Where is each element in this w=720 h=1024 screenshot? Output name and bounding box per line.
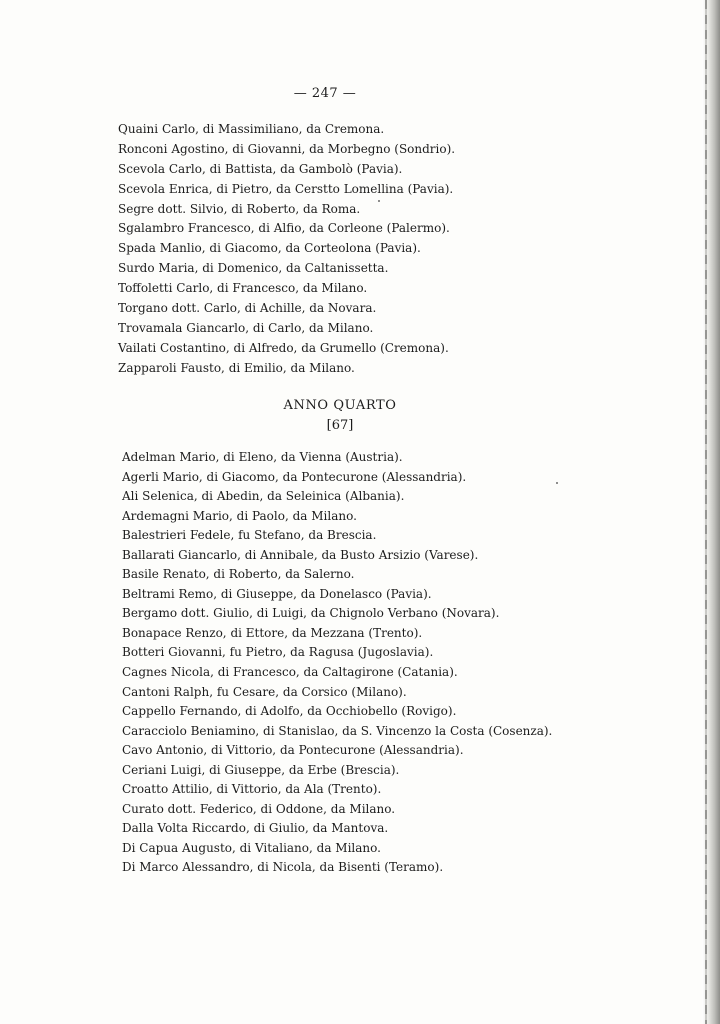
list-item: Bonapace Renzo, di Ettore, da Mezzana (Trento).: [122, 625, 423, 640]
list-item: Spada Manlio, di Giacomo, da Corteolona (Pavia).: [118, 241, 421, 256]
list-item: Vailati Costantino, di Alfredo, da Grumello (Cremona).: [118, 340, 449, 355]
list-item: Croatto Attilio, di Vittorio, da Ala (Trento).: [122, 782, 382, 797]
list-item: Ronconi Agostino, di Giovanni, da Morbegno (Sondrio).: [118, 141, 456, 156]
print-speck: [378, 200, 380, 202]
list-item: Zapparoli Fausto, di Emilio, da Milano.: [118, 360, 355, 375]
list-item: Toffoletti Carlo, di Francesco, da Milano.: [118, 281, 368, 296]
page-number: — 247 —: [293, 86, 357, 101]
list-item: Ballarati Giancarlo, di Annibale, da Busto Arsizio (Varese).: [122, 547, 479, 562]
list-item: Cantoni Ralph, fu Cesare, da Corsico (Milano).: [122, 684, 407, 699]
list-item: Trovamala Giancarlo, di Carlo, da Milano.: [118, 320, 374, 335]
list-item: Torgano dott. Carlo, di Achille, da Novara.: [118, 301, 377, 316]
list-item: Scevola Enrica, di Pietro, da Cerstto Lomellina (Pavia).: [118, 181, 454, 196]
list-item: Cagnes Nicola, di Francesco, da Caltagirone (Catania).: [122, 665, 458, 680]
list-item: Sgalambro Francesco, di Alfio, da Corleone (Palermo).: [118, 221, 450, 236]
section-title: ANNO QUARTO: [283, 398, 397, 413]
book-spine-edge: [705, 0, 707, 1024]
list-item: Surdo Maria, di Domenico, da Caltanissetta.: [118, 261, 389, 276]
list-item: Quaini Carlo, di Massimiliano, da Cremona.: [118, 122, 385, 136]
print-speck: [556, 482, 558, 484]
list-item: Adelman Mario, di Eleno, da Vienna (Austria).: [122, 450, 403, 464]
list-item: Segre dott. Silvio, di Roberto, da Roma.: [118, 201, 361, 216]
list-item: Agerli Mario, di Giacomo, da Pontecurone (Alessandria).: [122, 469, 467, 484]
list-item: Ardemagni Mario, di Paolo, da Milano.: [122, 508, 357, 523]
student-list-anno-quarto: [122, 448, 552, 878]
list-item: Bergamo dott. Giulio, di Luigi, da Chignolo Verbano (Novara).: [122, 606, 500, 621]
section-count: [67]: [326, 418, 354, 433]
list-item: Botteri Giovanni, fu Pietro, da Ragusa (Jugoslavia).: [122, 645, 434, 660]
list-item: Ali Selenica, di Abedin, da Seleinica (Albania).: [122, 489, 405, 504]
student-list-previous-year: [118, 120, 455, 379]
list-item: Di Marco Alessandro, di Nicola, da Bisenti (Teramo).: [122, 860, 444, 875]
list-item: Cappello Fernando, di Adolfo, da Occhiobello (Rovigo).: [122, 704, 457, 719]
list-item: Beltrami Remo, di Giuseppe, da Donelasco (Pavia).: [122, 586, 432, 601]
list-item: Scevola Carlo, di Battista, da Gambolò (Pavia).: [118, 161, 403, 176]
list-item: Caracciolo Beniamino, di Stanislao, da S. Vincenzo la Costa (Cosenza).: [122, 723, 553, 738]
list-item: Cavo Antonio, di Vittorio, da Pontecurone (Alessandria).: [122, 743, 464, 758]
list-item: Basile Renato, di Roberto, da Salerno.: [122, 567, 355, 582]
list-item: Dalla Volta Riccardo, di Giulio, da Mantova.: [122, 821, 389, 836]
list-item: Balestrieri Fedele, fu Stefano, da Brescia.: [122, 528, 377, 543]
list-item: Ceriani Luigi, di Giuseppe, da Erbe (Brescia).: [122, 762, 400, 777]
list-item: Curato dott. Federico, di Oddone, da Milano.: [122, 801, 396, 816]
list-item: Di Capua Augusto, di Vitaliano, da Milano.: [122, 840, 381, 855]
